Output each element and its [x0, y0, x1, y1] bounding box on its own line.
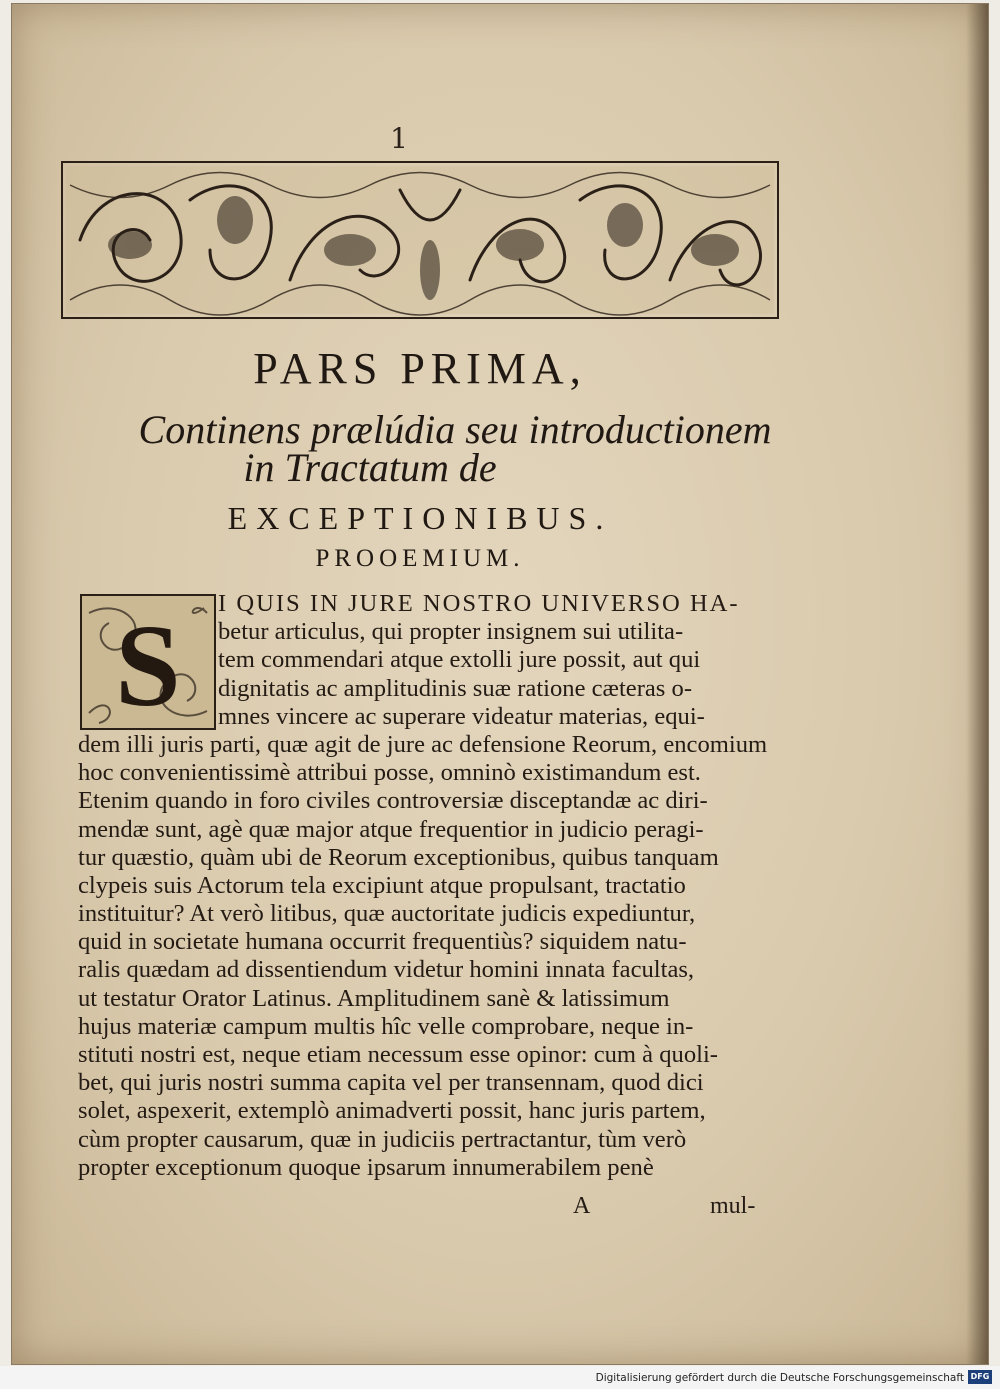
signature-mark: A	[573, 1193, 591, 1219]
section-heading: PROOEMIUM.	[315, 545, 525, 572]
text-line: tem commendari atque extolli jure possit, aut qui	[218, 646, 701, 674]
text-line: stituti nostri est, neque etiam necessum esse opinor: cum à quoli-	[78, 1041, 718, 1068]
text-line: quid in societate humana occurrit frequentiùs? siquidem natu-	[78, 928, 687, 956]
text-line: mnes vincere ac superare videatur materias, equi-	[218, 702, 705, 730]
text-line: dignitatis ac amplitudinis suæ ratione cæteras o-	[218, 674, 693, 702]
text-line: betur articulus, qui propter insignem sui utilita-	[218, 618, 684, 646]
text-line: hujus materiæ campum multis hîc velle comprobare, neque in-	[78, 1012, 694, 1040]
text-line: bet, qui juris nostri summa capita vel per transennam, quod dici	[78, 1069, 704, 1097]
headpiece-ornament-icon	[60, 160, 780, 320]
catchword: mul-	[710, 1193, 756, 1219]
text-line: ralis quædam ad dissentiendum videtur homini innata facultas,	[78, 956, 695, 984]
text-line: instituitur? At verò litibus, quæ auctoritate judicis expediuntur,	[78, 900, 696, 928]
title-exceptionibus: EXCEPTIONIBUS.	[227, 500, 613, 536]
text-line: tur quæstio, quàm ubi de Reorum exceptionibus, quibus tanquam	[78, 843, 719, 871]
text-line: mendæ sunt, agè quæ major atque frequentior in judicio peragi-	[78, 815, 704, 843]
subtitle-line-2: in Tractatum de	[243, 445, 497, 490]
subtitle-line-1: Continens prælúdia seu introductionem	[138, 407, 772, 452]
text-line: clypeis suis Actorum tela excipiunt atque propulsant, tractatio	[78, 871, 686, 899]
page-title: PARS PRIMA,	[253, 344, 587, 393]
text-line: solet, aspexerit, extemplò animadverti possit, hanc juris partem,	[78, 1097, 706, 1125]
text-line: ut testatur Orator Latinus. Amplitudinem sanè & latissimum	[78, 984, 670, 1012]
svg-text:S: S	[115, 600, 181, 731]
dfg-logo-icon: DFG	[968, 1370, 992, 1384]
text-line: Etenim quando in foro civiles controversiæ disceptandæ ac diri-	[78, 787, 708, 815]
text-line: I QUIS IN JURE NOSTRO UNIVERSO HA-	[218, 590, 740, 617]
text-line: hoc convenientissimè attribui posse, omninò existimandum est.	[78, 759, 701, 787]
text-line: propter exceptionum quoque ipsarum innumerabilem penè	[78, 1153, 654, 1181]
text-line: cùm propter causarum, quæ in judiciis pertractantur, tùm verò	[78, 1125, 687, 1153]
page-number: 1	[390, 122, 408, 155]
footer-credit: Digitalisierung gefördert durch die Deutsche Forschungsgemeinschaft	[595, 1372, 964, 1384]
page-edge-shadow	[966, 4, 988, 1364]
body-text	[78, 590, 788, 1182]
text-line: dem illi juris parti, quæ agit de jure ac defensione Reorum, encomium	[78, 730, 768, 758]
